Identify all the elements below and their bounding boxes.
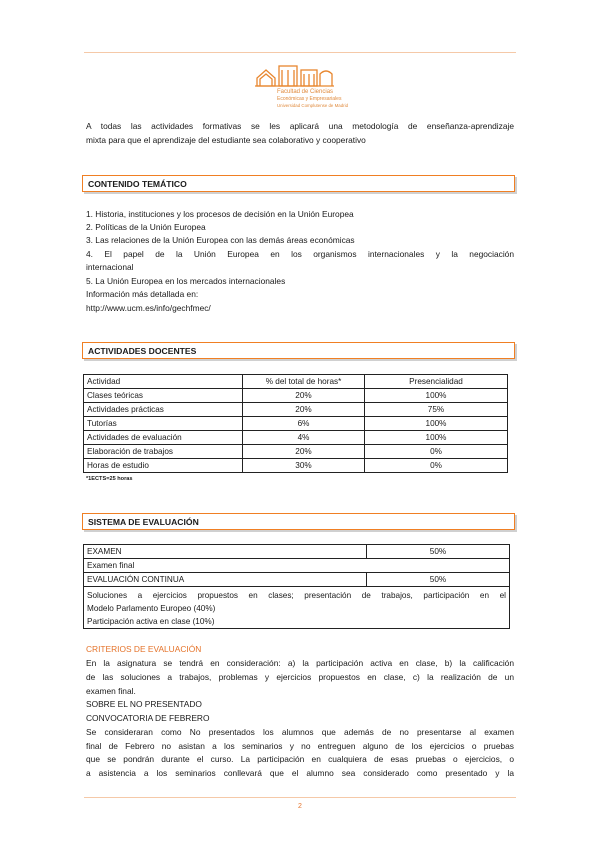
- continua-detail-line-2: Modelo Parlamento Europeo (40%): [87, 603, 216, 613]
- cell-presencialidad: 0%: [365, 459, 508, 473]
- section-contenido-tematico: CONTENIDO TEMÁTICO: [82, 175, 515, 192]
- contenido-link[interactable]: http://www.ucm.es/info/gechfmec/: [86, 303, 211, 313]
- cell-porcentaje: 20%: [243, 403, 365, 417]
- criterios-p2-line-1: Se consideraran como No presentados los alumnos que además de no presentarse al examen: [86, 727, 514, 737]
- cell-porcentaje: 20%: [243, 445, 365, 459]
- logo-text-1: Facultad de Ciencias: [277, 89, 334, 95]
- cell-actividad: Actividades de evaluación: [84, 431, 243, 445]
- section-actividades-docentes: ACTIVIDADES DOCENTES: [82, 342, 515, 359]
- actividades-table: [83, 374, 508, 473]
- cell-continua-value: 50%: [367, 573, 510, 587]
- col-header-actividad: Actividad: [84, 375, 243, 389]
- table-row: [84, 445, 508, 459]
- cell-actividad: Actividades prácticas: [84, 403, 243, 417]
- table-row: [84, 587, 510, 629]
- criterios-heading: CRITERIOS DE EVALUACIÓN: [86, 644, 202, 654]
- contenido-item-1: 1. Historia, instituciones y los procesos de decisión en la Unión Europea: [86, 209, 354, 219]
- cell-presencialidad: 100%: [365, 431, 508, 445]
- cell-presencialidad: 75%: [365, 403, 508, 417]
- sobre-no-presentado: SOBRE EL NO PRESENTADO: [86, 699, 202, 709]
- section-sistema-evaluacion: SISTEMA DE EVALUACIÓN: [82, 513, 515, 530]
- cell-presencialidad: 100%: [365, 417, 508, 431]
- table-row: [84, 417, 508, 431]
- footer-rule: [84, 797, 516, 798]
- criterios-p2-line-4: a asistencia a los seminarios conllevará que el alumno sea considerado como presentado y la: [86, 768, 514, 778]
- intro-line-1: A todas las actividades formativas se les aplicará una metodología de enseñanza-aprendizaje: [86, 121, 514, 131]
- cell-presencialidad: 0%: [365, 445, 508, 459]
- criterios-p1-line-2: de las soluciones a trabajos, problemas y ejercicios propuestos en clase, c) la realización de un: [86, 672, 514, 682]
- criterios-p1-line-1: En la asignatura se tendrá en consideración: a) la participación activa en clase, b) la calificación: [86, 658, 514, 668]
- cell-examen-value: 50%: [367, 545, 510, 559]
- col-header-porcentaje: % del total de horas*: [243, 375, 365, 389]
- cell-actividad: Elaboración de trabajos: [84, 445, 243, 459]
- cell-porcentaje: 6%: [243, 417, 365, 431]
- cell-porcentaje: 4%: [243, 431, 365, 445]
- evaluacion-table: [83, 544, 510, 629]
- table-header-row: [84, 375, 508, 389]
- cell-continua-detail: [84, 587, 510, 629]
- criterios-p2-line-2: final de Febrero no asistan a los seminarios y no entreguen alguno de los ejercicios o pruebas: [86, 741, 514, 751]
- cell-presencialidad: 100%: [365, 389, 508, 403]
- table-row: [84, 559, 510, 573]
- header-rule: [84, 52, 516, 53]
- contenido-item-4: 4. El papel de la Unión Europea en los organismos internacionales y la negociación: [86, 249, 514, 259]
- continua-detail-line-1: Soluciones a ejercicios propuestos en clases; presentación de trabajos, participación en el: [87, 590, 506, 600]
- intro-line-2: mixta para que el aprendizaje del estudiante sea colaborativo y cooperativo: [86, 135, 366, 145]
- cell-continua-label: EVALUACIÓN CONTINUA: [84, 573, 367, 587]
- cell-porcentaje: 30%: [243, 459, 365, 473]
- col-header-presencialidad: Presencialidad: [365, 375, 508, 389]
- criterios-p1-line-3: examen final.: [86, 686, 136, 696]
- cell-examen-label: EXAMEN: [84, 545, 367, 559]
- ects-footnote: *1ECTS=25 horas: [86, 476, 133, 482]
- table-row: [84, 459, 508, 473]
- logo-text-3: Universidad Complutense de Madrid: [277, 103, 349, 108]
- cell-actividad: Clases teóricas: [84, 389, 243, 403]
- page-number: 2: [298, 803, 302, 810]
- table-row: [84, 431, 508, 445]
- criterios-p2-line-3: que se pondrán durante el curso. La participación en cualquiera de esas pruebas o ejercicios, o: [86, 754, 514, 764]
- table-row: [84, 573, 510, 587]
- contenido-item-5: 5. La Unión Europea en los mercados internacionales: [86, 276, 286, 286]
- contenido-item-4-cont: internacional: [86, 262, 134, 272]
- cell-porcentaje: 20%: [243, 389, 365, 403]
- cell-actividad: Tutorías: [84, 417, 243, 431]
- cell-examen-final: Examen final: [84, 559, 510, 573]
- cell-actividad: Horas de estudio: [84, 459, 243, 473]
- table-row: [84, 545, 510, 559]
- table-row: [84, 389, 508, 403]
- logo-text-2: Económicas y Empresariales: [277, 96, 342, 102]
- continua-detail-line-3: Participación activa en clase (10%): [87, 616, 215, 626]
- table-row: [84, 403, 508, 417]
- contenido-info-text: Información más detallada en:: [86, 289, 199, 299]
- convocatoria-febrero: CONVOCATORIA DE FEBRERO: [86, 713, 210, 723]
- contenido-item-3: 3. Las relaciones de la Unión Europea con las demás áreas económicas: [86, 235, 355, 245]
- contenido-item-2: 2. Políticas de la Unión Europea: [86, 222, 206, 232]
